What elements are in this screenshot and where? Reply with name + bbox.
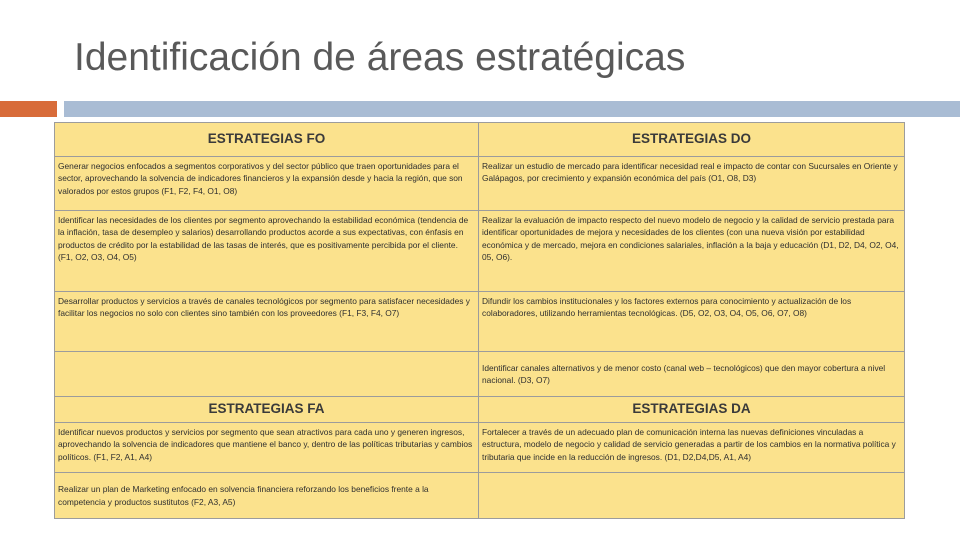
cell-text: Realizar un estudio de mercado para identificar necesidad real e impacto de contar con Sucursales en Oriente y Galápagos, por crecimiento y expansión económica del país (O1, O8, D3) <box>482 161 898 184</box>
cell-do-3 <box>479 292 905 352</box>
header-fo: ESTRATEGIAS FO <box>55 123 479 157</box>
table-row <box>55 352 905 397</box>
cell-fo-4 <box>55 352 479 397</box>
cell-fa-2 <box>55 473 479 519</box>
accent-bar-blue <box>64 101 960 117</box>
cell-do-1 <box>479 157 905 211</box>
table-row <box>55 157 905 211</box>
cell-text: Realizar un plan de Marketing enfocado en solvencia financiera reforzando los beneficios frente a la competencia y productos sustitutos (F2, A3, A5) <box>58 484 429 507</box>
header-row-bottom <box>55 397 905 423</box>
slide-title: Identificación de áreas estratégicas <box>74 36 686 79</box>
header-fa: ESTRATEGIAS FA <box>55 397 479 423</box>
cell-fo-1 <box>55 157 479 211</box>
cell-fo-3 <box>55 292 479 352</box>
cell-text: Identificar las necesidades de los clientes por segmento aprovechando la estabilidad económica (tendencia de la inflación, tasa de desempleo y salarios) desarrollando productos acorde a sus expectativas, con énfasis en productos de crédito por la estabilidad de las tasas de interés, que es positivamente percibida por el cliente. (F1, O2, O3, O4, O5) <box>58 215 469 263</box>
header-da: ESTRATEGIAS DA <box>479 397 905 423</box>
accent-bar-orange <box>0 101 57 117</box>
cell-do-4 <box>479 352 905 397</box>
strategy-table <box>54 122 905 519</box>
table-row <box>55 211 905 292</box>
cell-text: Identificar nuevos productos y servicios por segmento que sean atractivos para cada uno y generen ingresos, aprovechando la solvencia de indicadores que mantiene el banco y, dentro de las políticas tributarias y cambios políticos. (F1, F2, A1, A4) <box>58 427 473 462</box>
table-row <box>55 473 905 519</box>
cell-text: Difundir los cambios institucionales y los factores externos para conocimiento y actualización de los colaboradores, utilizando herramientas tecnológicas. (D5, O2, O3, O4, O5, O6, O7, O8) <box>482 296 852 319</box>
cell-text: Realizar la evaluación de impacto respecto del nuevo modelo de negocio y la calidad de servicio prestada para identificar oportunidades de mejora y necesidades de los clientes (con una nueva visión por estabilidad económica y de mercado, mejora en condiciones salariales, inflación a la baja y educación (D1, D2, D4, O2, O4, 05, O6). <box>482 215 899 263</box>
cell-fa-1 <box>55 423 479 473</box>
header-row-top <box>55 123 905 157</box>
cell-text: Desarrollar productos y servicios a través de canales tecnológicos por segmento para satisfacer necesidades y facilitar los negocios no solo con clientes sino también con los proveedores (F1, F3, F4, O7) <box>58 296 470 319</box>
cell-text: Generar negocios enfocados a segmentos corporativos y del sector público que traen oportunidades para el sector, aprovechando la solvencia de indicadores financieros y la expansión desde y hacia la región, que son valorados por estos grupos (F1, F2, F4, O1, O8) <box>58 161 463 196</box>
table-row <box>55 292 905 352</box>
cell-fo-2 <box>55 211 479 292</box>
cell-text: Identificar canales alternativos y de menor costo (canal web – tecnológicos) que den mayor cobertura a nivel nacional. (D3, O7) <box>482 362 886 385</box>
cell-text: Fortalecer a través de un adecuado plan de comunicación interna las nuevas definiciones vinculadas a estructura, modelo de negocio y calidad de servicio generadas a partir de los cambios en la normativa política y tributaria que incide en la reducción de ingresos. (D1, D2,D4,D5, A1, A4) <box>482 427 896 462</box>
cell-da-1 <box>479 423 905 473</box>
cell-da-2 <box>479 473 905 519</box>
cell-do-2 <box>479 211 905 292</box>
header-do: ESTRATEGIAS DO <box>479 123 905 157</box>
table-row <box>55 423 905 473</box>
